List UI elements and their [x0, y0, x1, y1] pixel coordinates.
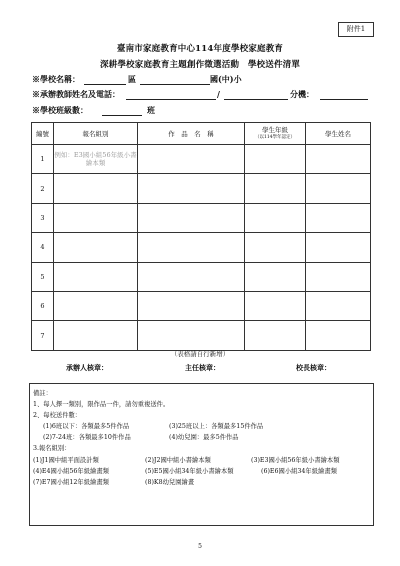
row-number: 5	[32, 262, 54, 291]
submission-table	[31, 122, 371, 351]
group-cell[interactable]	[54, 291, 138, 320]
group-item: (8)K8幼兒園繪畫	[145, 478, 195, 486]
page-number: 5	[198, 543, 202, 550]
table-row	[32, 145, 371, 174]
work-name-cell[interactable]	[138, 262, 245, 291]
groups-row-1	[33, 455, 370, 466]
row-number: 1	[32, 145, 54, 174]
student-name-cell[interactable]	[306, 145, 371, 174]
notes-item-1: 1、每人擇一類別，限作品一件，請勿重複送件。	[33, 401, 170, 409]
title-line-1: 臺南市家庭教育中心114年度學校家庭教育	[116, 44, 284, 54]
work-name-cell[interactable]	[138, 233, 245, 262]
group-cell[interactable]	[54, 321, 138, 350]
grade-cell[interactable]	[245, 233, 306, 262]
table-note: （表格請自行新增）	[170, 350, 230, 358]
groups-row-2	[33, 466, 370, 477]
student-name-cell[interactable]	[306, 203, 371, 232]
header-number: 編號	[32, 123, 54, 145]
group-item: (4)E4國小組56年級繪畫類	[33, 467, 109, 475]
class-count-blank[interactable]	[102, 115, 142, 116]
class-unit: 班	[147, 105, 155, 115]
group-cell[interactable]	[54, 262, 138, 291]
row-number: 7	[32, 321, 54, 350]
groups-row-3	[33, 477, 370, 488]
grade-cell[interactable]	[245, 262, 306, 291]
work-name-cell[interactable]	[138, 174, 245, 203]
table-row	[32, 321, 371, 350]
table-row	[32, 291, 371, 320]
header-grade-label: 學生年級	[262, 126, 288, 134]
school-name-blank[interactable]	[140, 84, 210, 85]
teacher-label: ※承辦教師姓名及電話：	[32, 89, 120, 99]
limit-item: (3)25班以上：各類最多15件作品	[169, 423, 264, 431]
principal-signature-label: 校長核章：	[296, 363, 331, 372]
grade-cell[interactable]	[245, 145, 306, 174]
table-row	[32, 262, 371, 291]
group-item: (2)J2國中組小書繪本類	[145, 456, 211, 464]
group-item: (5)E5國小組34年級小書繪本類	[145, 467, 234, 475]
limit-item: (1)6班以下：各類最多5件作品	[43, 423, 130, 431]
row-number: 2	[32, 174, 54, 203]
notes-heading: 備註：	[33, 390, 52, 397]
group-cell-example[interactable]: 例如：E3國小組56年級小書繪本類	[54, 145, 138, 174]
student-name-cell[interactable]	[306, 291, 371, 320]
grade-cell[interactable]	[245, 174, 306, 203]
grade-cell[interactable]	[245, 321, 306, 350]
ext-blank[interactable]	[320, 99, 368, 100]
table-header-row	[32, 123, 371, 145]
student-name-cell[interactable]	[306, 174, 371, 203]
student-name-cell[interactable]	[306, 262, 371, 291]
table-row	[32, 203, 371, 232]
header-grade-subnote: （以114學年認定）	[254, 135, 296, 140]
attachment-label: 附件1	[338, 22, 374, 37]
limit-item: (2)7-24班：各類最多10件作品	[43, 434, 131, 442]
work-name-cell[interactable]	[138, 321, 245, 350]
header-grade	[245, 123, 306, 145]
work-name-cell[interactable]	[138, 203, 245, 232]
table-row	[32, 174, 371, 203]
district-blank[interactable]	[84, 84, 126, 85]
group-item: (1)J1國中組平面設計類	[33, 456, 99, 464]
student-name-cell[interactable]	[306, 321, 371, 350]
limit-item: (4)幼兒園：最多5件作品	[169, 434, 239, 442]
header-work-name: 作 品 名 稱	[138, 123, 245, 145]
school-type-label: 國(中)小	[210, 74, 242, 84]
notes-item-3: 3.報名組別：	[33, 445, 71, 453]
row-number: 3	[32, 203, 54, 232]
group-cell[interactable]	[54, 233, 138, 262]
ext-label: 分機：	[290, 89, 314, 99]
group-item: (7)E7國小組12年級繪畫類	[33, 478, 109, 486]
teacher-name-blank[interactable]	[126, 99, 216, 100]
limits-row-2	[33, 432, 370, 443]
table-row	[32, 233, 371, 262]
handler-signature-label: 承辦人核章：	[66, 363, 108, 372]
director-signature-label: 主任核章：	[185, 363, 220, 372]
group-cell[interactable]	[54, 174, 138, 203]
notes-box	[29, 383, 374, 526]
grade-cell[interactable]	[245, 291, 306, 320]
notes-item-2: 2、每校送件數：	[33, 412, 82, 420]
row-number: 4	[32, 233, 54, 262]
class-count-label: ※學校班級數：	[32, 105, 88, 115]
header-group: 報名組別	[54, 123, 138, 145]
student-name-cell[interactable]	[306, 233, 371, 262]
group-item: (6)E6國小組34年級繪畫類	[261, 467, 337, 475]
work-name-cell[interactable]	[138, 291, 245, 320]
phone-blank[interactable]	[224, 99, 288, 100]
work-name-cell[interactable]	[138, 145, 245, 174]
school-name-label: ※學校名稱：	[32, 74, 80, 84]
slash: /	[217, 89, 220, 99]
row-number: 6	[32, 291, 54, 320]
district-label: 區	[128, 74, 136, 84]
limits-row-1	[33, 421, 370, 432]
header-student-name: 學生姓名	[306, 123, 371, 145]
group-item: (3)E3國小組56年級小書繪本類	[251, 456, 340, 464]
grade-cell[interactable]	[245, 203, 306, 232]
title-line-2: 深耕學校家庭教育主題創作徵選活動 學校送件清單	[99, 60, 301, 70]
group-cell[interactable]	[54, 203, 138, 232]
